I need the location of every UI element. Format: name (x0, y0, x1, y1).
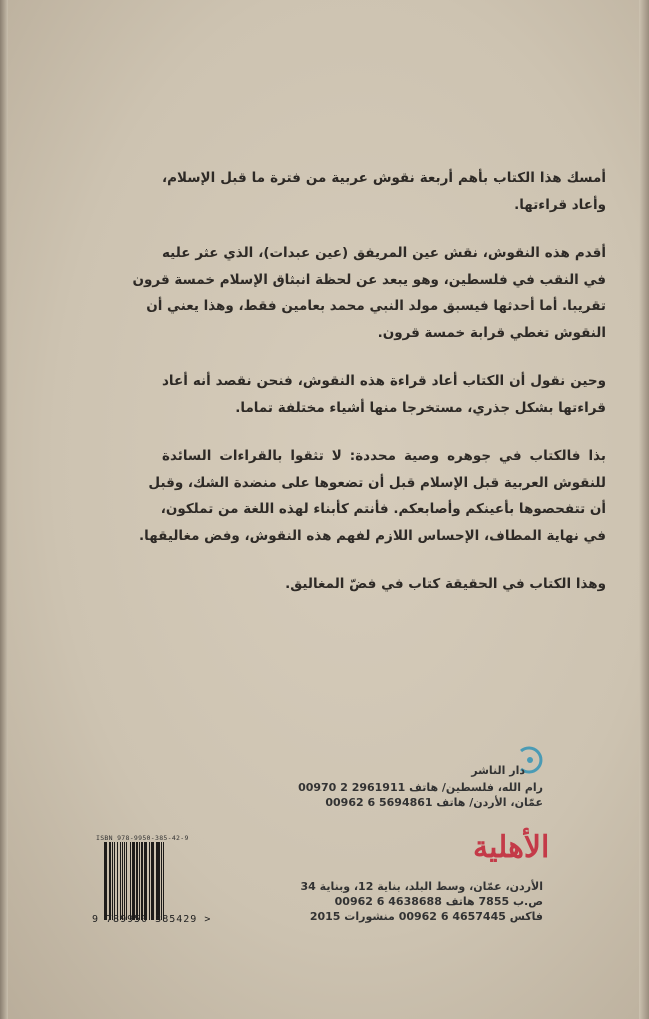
blurb-text (132, 165, 606, 620)
blurb-line: أن تتفحصوها بأعينكم وأصابعكم. فأنتم كأبناء لهذه اللغة من تملكون، (160, 501, 606, 517)
blurb-line: تقريبا. أما أحدثها فيسبق مولد النبي محمد بعامين فقط، وهذا يعني أن (146, 298, 606, 314)
barcode (104, 842, 224, 920)
blurb-paragraph (162, 368, 606, 421)
publisher-name: دار الناشر (471, 764, 525, 777)
blurb-line: للنقوش العربية قبل الإسلام قبل أن تضعوها على منضدة الشك، وقبل (148, 474, 606, 491)
ahlia-logo: الأهلية (473, 830, 550, 865)
publisher-contact-line: رام الله، فلسطين/ هاتف 2961911 2 00970 (298, 781, 543, 794)
ahlia-address-line: الأردن، عمّان، وسط البلد، بناية 12، وبناية 34 (300, 880, 543, 893)
blurb-line: وأعاد قراءتها. (514, 196, 606, 213)
blurb-paragraph (132, 240, 606, 346)
blurb-paragraph (139, 443, 606, 549)
blurb-line: النقوش تغطي قرابة خمسة قرون. (377, 324, 606, 341)
blurb-line: بذا فالكتاب في جوهره وصية محددة: لا تثقوا بالقراءات السائدة (162, 448, 606, 464)
publisher-contact-line: عمّان، الأردن/ هاتف 5694861 6 00962 (325, 796, 543, 809)
blurb-line: أمسك هذا الكتاب بأهم أربعة نقوش عربية من فترة ما قبل الإسلام، (162, 170, 606, 186)
blurb-line: في نهاية المطاف، الإحساس اللازم لفهم هذه النقوش، وفض مغاليقها. (139, 527, 606, 544)
blurb-line: قراءتها بشكل جذري، مستخرجا منها أشياء مختلفة تماما. (235, 399, 606, 416)
cover-edge-right (639, 0, 649, 1019)
ahlia-address-line: فاكس 4657445 6 00962 منشورات 2015 (309, 910, 543, 923)
blurb-line: وهذا الكتاب في الحقيقة كتاب في فضّ المغاليق. (285, 576, 606, 592)
blurb-line: أقدم هذه النقوش، نقش عين المريفق (عين عبدات)، الذي عثر عليه (162, 245, 606, 261)
ean-number: 9 789950 385429 > (92, 914, 212, 925)
blurb-line: في النقب في فلسطين، وهو يبعد عن لحظة انبثاق الإسلام خمسة قرون (132, 271, 606, 288)
blurb-line: وحين نقول أن الكتاب أعاد قراءة هذه النقوش، فنحن نقصد أنه أعاد (162, 373, 606, 389)
ahlia-address-line: ص.ب 7855 هاتف 4638688 6 00962 (334, 895, 543, 908)
cover-edge-left (0, 0, 8, 1019)
isbn-label: ISBN 978-9950-385-42-9 (96, 834, 189, 842)
blurb-paragraph (162, 571, 606, 598)
blurb-paragraph (162, 165, 606, 218)
barcode-bar (164, 842, 166, 920)
